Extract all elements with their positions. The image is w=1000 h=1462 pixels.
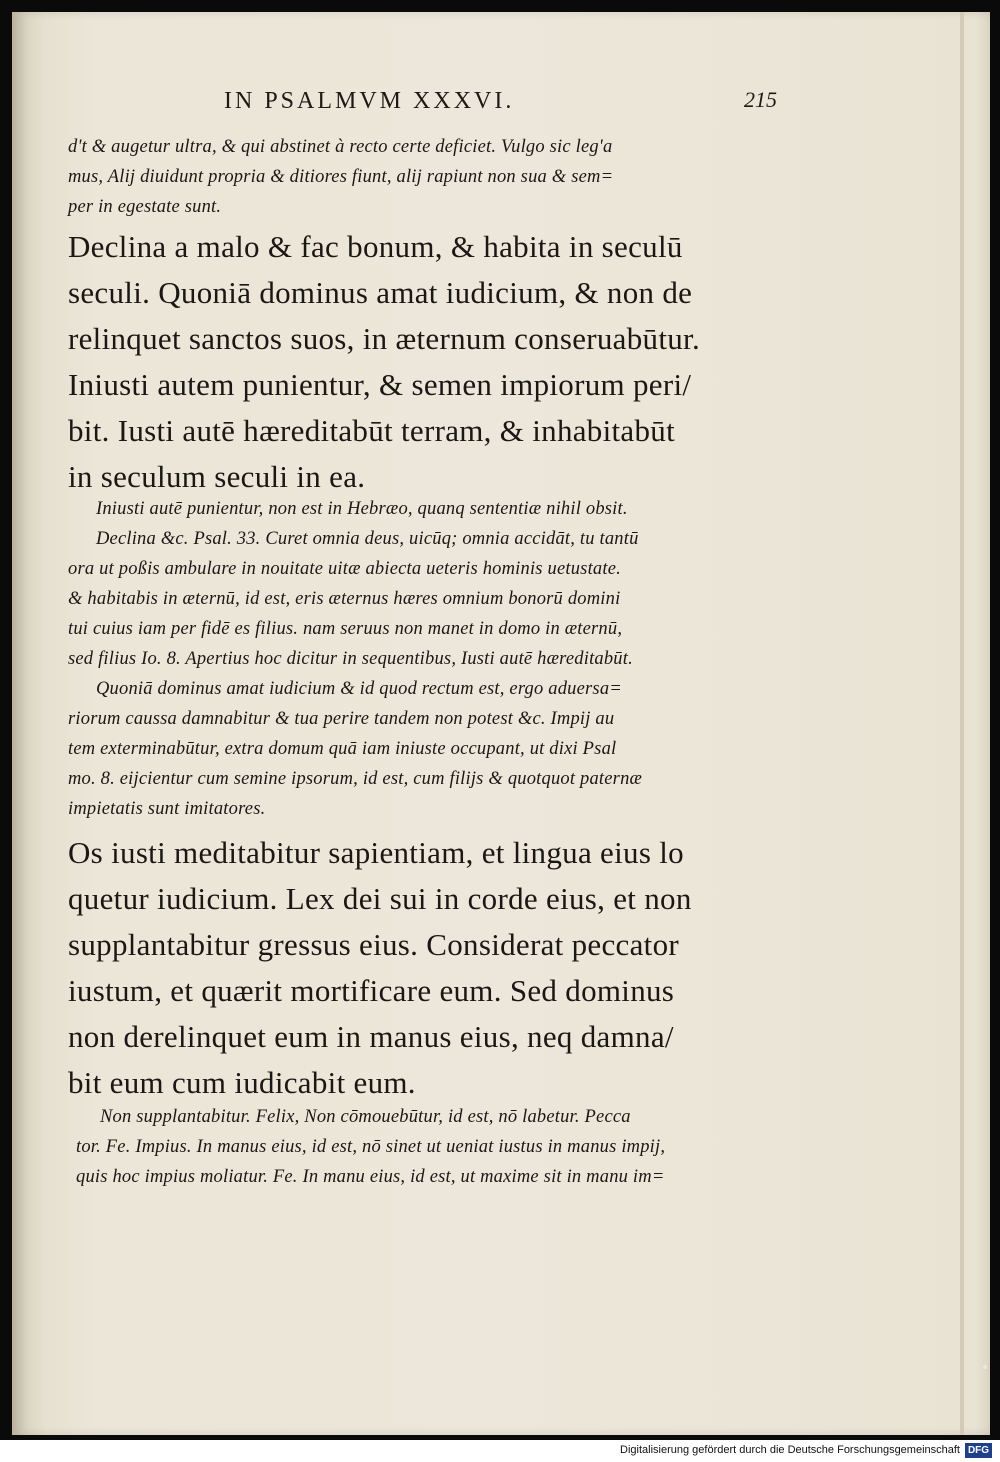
verse-line: iustum, et quærit mortificare eum. Sed dominus bbox=[68, 973, 675, 1008]
commentary-line: per in egestate sunt. bbox=[68, 197, 222, 217]
margin-dot bbox=[983, 1365, 987, 1369]
commentary-line: quis hoc impius moliatur. Fe. In manu eius, id est, ut maxime sit in manu im= bbox=[76, 1167, 665, 1187]
commentary-line: Declina &c. Psal. 33. Curet omnia deus, uicūq; omnia accidāt, tu tantū bbox=[96, 529, 639, 549]
verse-line: seculi. Quoniā dominus amat iudicium, & non de bbox=[68, 275, 693, 310]
page-edge bbox=[960, 12, 964, 1435]
commentary-line: riorum caussa damnabitur & tua perire tandem non potest &c. Impij au bbox=[68, 709, 615, 729]
commentary-top bbox=[68, 132, 728, 222]
commentary-line: tui cuius iam per fidē es filius. nam seruus non manet in domo in æternū, bbox=[68, 619, 623, 639]
commentary-line: sed filius Io. 8. Apertius hoc dicitur in sequentibus, Iusti autē hæreditabūt. bbox=[68, 649, 633, 669]
psalm-verse-block-1 bbox=[68, 224, 728, 500]
commentary-line: mo. 8. eijcientur cum semine ipsorum, id est, cum filijs & quotquot paternæ bbox=[68, 769, 643, 789]
running-head: IN PSALMVM XXXVI. bbox=[224, 88, 515, 114]
commentary-line: & habitabis in æternū, id est, eris æternus hæres omnium bonorū domini bbox=[68, 589, 621, 609]
footer-bar bbox=[0, 1440, 1000, 1462]
commentary-middle bbox=[68, 494, 756, 824]
verse-line: Os iusti meditabitur sapientiam, et lingua eius lo bbox=[68, 835, 684, 870]
commentary-line: d't & augetur ultra, & qui abstinet à recto certe deficiet. Vulgo sic leg'a bbox=[68, 137, 613, 157]
commentary-line: ora ut poßis ambulare in nouitate uitæ abiecta ueteris hominis uetustate. bbox=[68, 559, 621, 579]
page-number: 215 bbox=[744, 87, 777, 112]
verse-line: bit eum cum iudicabit eum. bbox=[68, 1065, 416, 1100]
commentary-line: impietatis sunt imitatores. bbox=[68, 799, 266, 819]
commentary-line: mus, Alij diuidunt propria & ditiores fiunt, alij rapiunt non sua & sem= bbox=[68, 167, 614, 187]
commentary-line: Iniusti autē punientur, non est in Hebræo, quanq sententiæ nihil obsit. bbox=[96, 499, 628, 519]
verse-line: Declina a malo & fac bonum, & habita in seculū bbox=[68, 229, 683, 264]
commentary-line: tor. Fe. Impius. In manus eius, id est, nō sinet ut ueniat iustus in manus impij, bbox=[76, 1137, 666, 1157]
verse-line: supplantabitur gressus eius. Considerat peccator bbox=[68, 927, 679, 962]
commentary-line: Quoniā dominus amat iudicium & id quod rectum est, ergo aduersa= bbox=[96, 679, 622, 699]
commentary-bottom bbox=[76, 1102, 760, 1192]
verse-line: quetur iudicium. Lex dei sui in corde eius, et non bbox=[68, 881, 692, 916]
commentary-line: Non supplantabitur. Felix, Non cōmouebūtur, id est, nō labetur. Pecca bbox=[100, 1107, 631, 1127]
verse-line: Iniusti autem punientur, & semen impiorum peri/ bbox=[68, 367, 692, 402]
dfg-logo: DFG bbox=[965, 1443, 992, 1458]
commentary-line: tem exterminabūtur, extra domum quā iam iniuste occupant, ut dixi Psal bbox=[68, 739, 617, 759]
verse-line: relinquet sanctos suos, in æternum conseruabūtur. bbox=[68, 321, 701, 356]
verse-line: bit. Iusti autē hæreditabūt terram, & inhabitabūt bbox=[68, 413, 675, 448]
funding-credit: Digitalisierung gefördert durch die Deutsche Forschungsgemeinschaft bbox=[620, 1444, 960, 1456]
verse-line: in seculum seculi in ea. bbox=[68, 459, 366, 494]
psalm-verse-block-2 bbox=[68, 830, 728, 1106]
verse-line: non derelinquet eum in manus eius, neq damna/ bbox=[68, 1019, 674, 1054]
